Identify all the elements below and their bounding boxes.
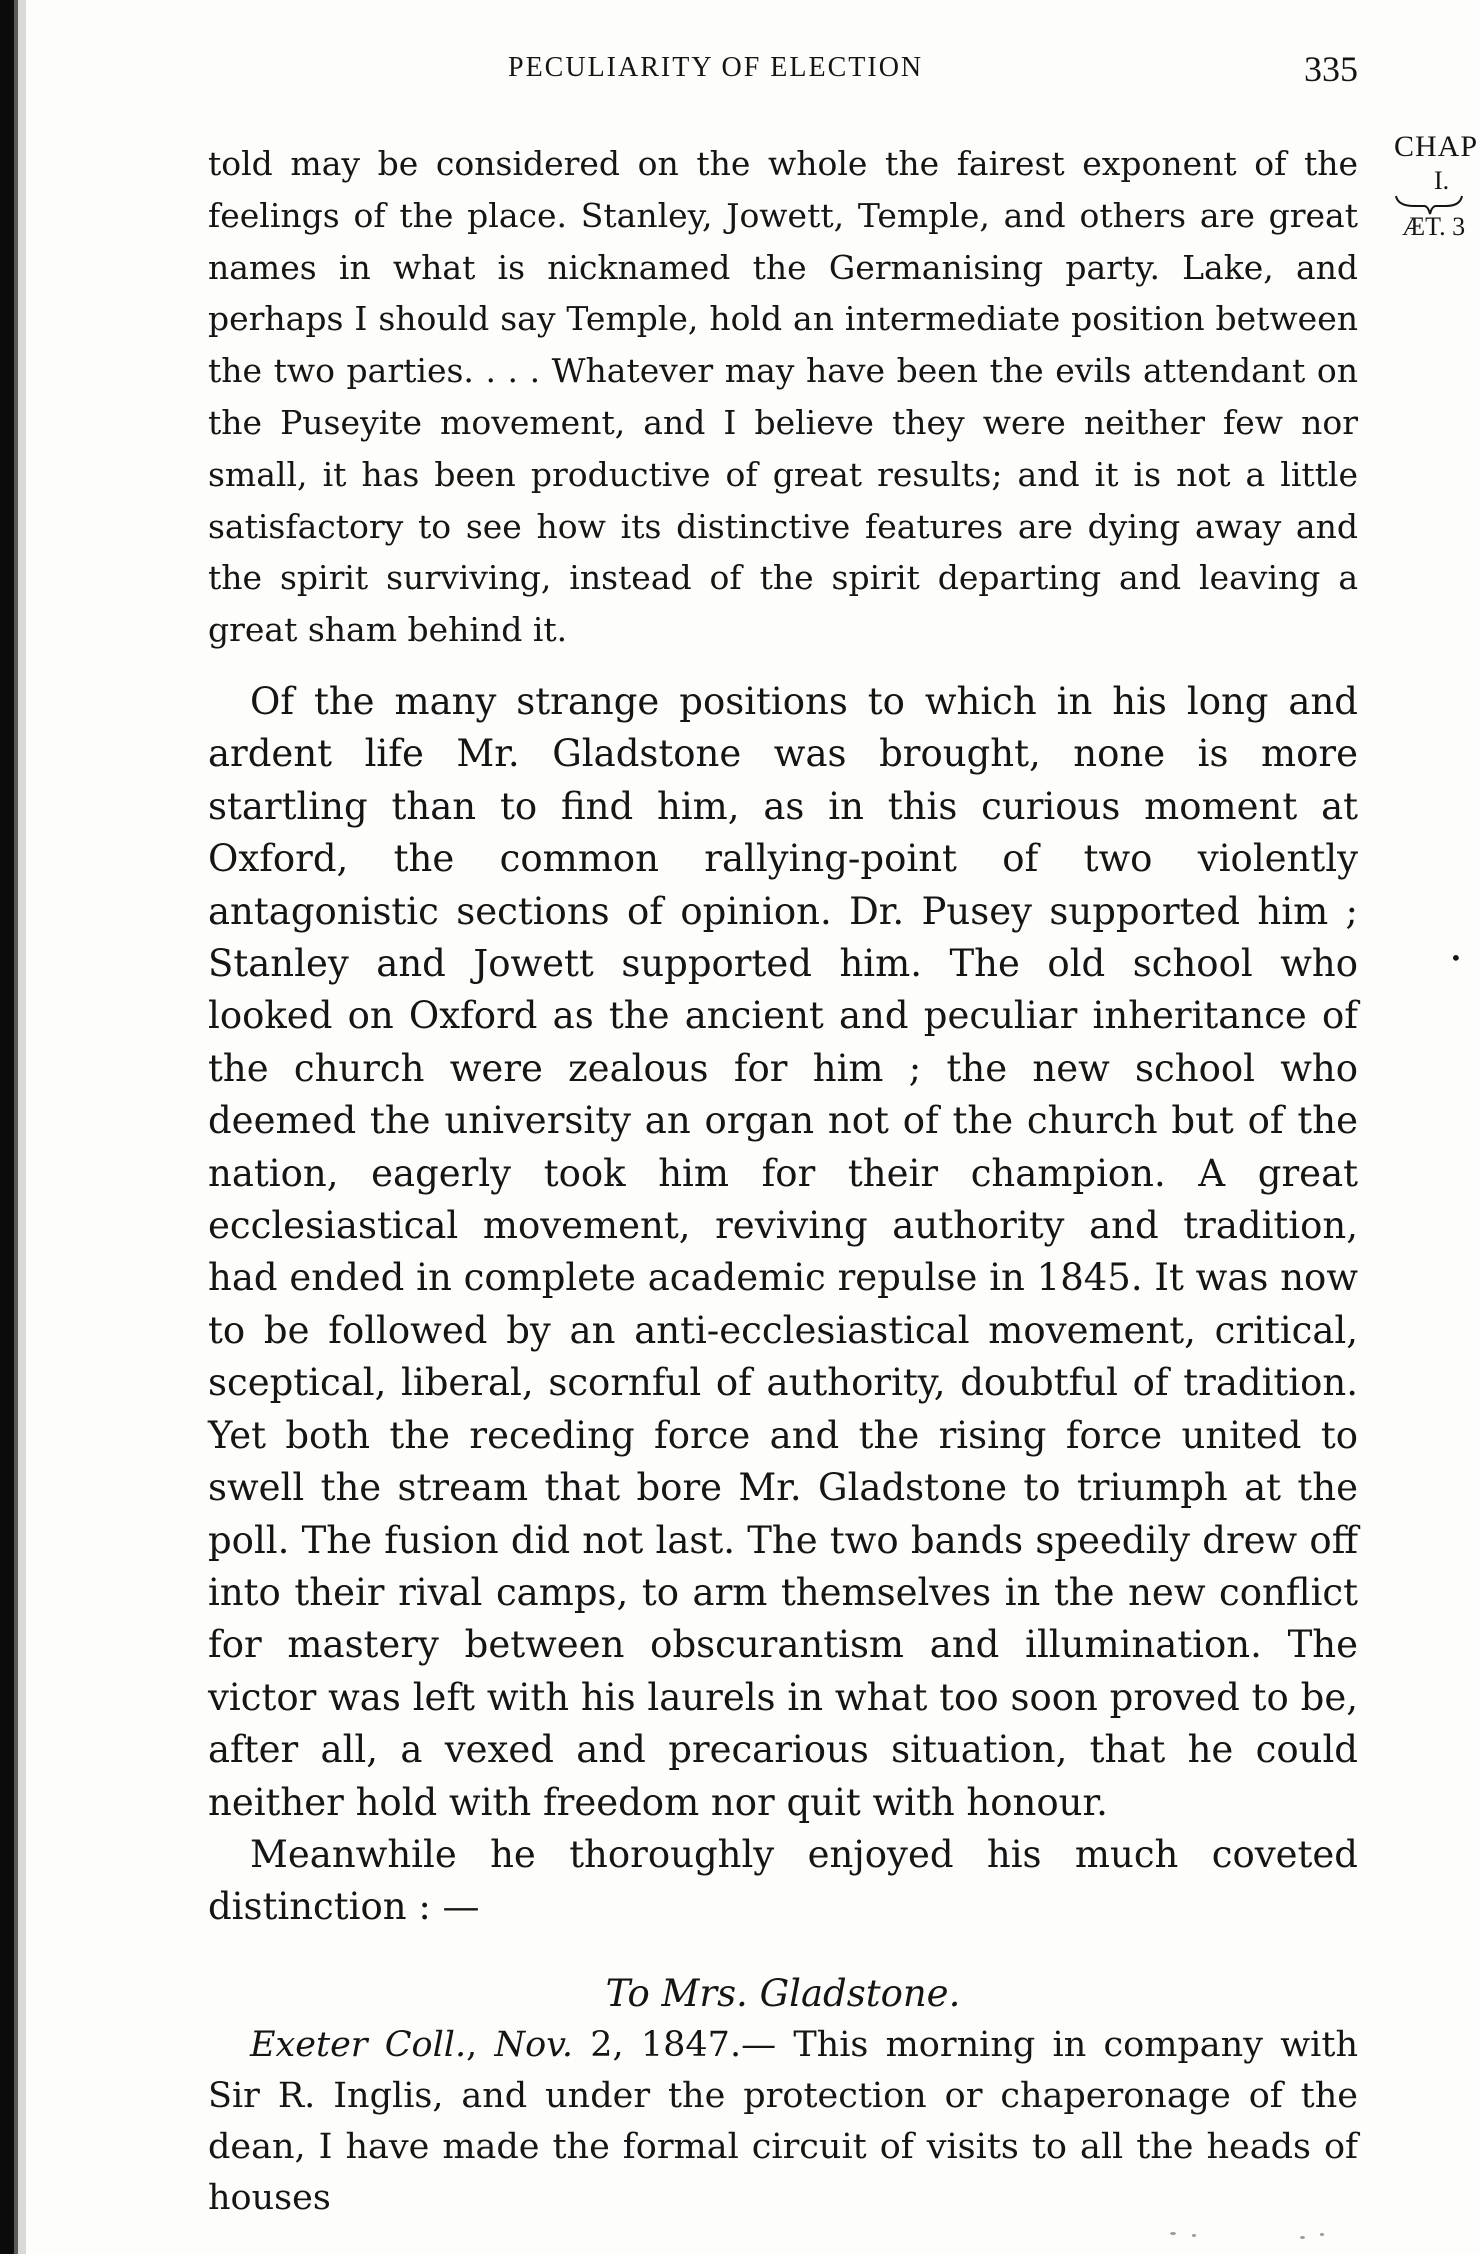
book-spine-shadow xyxy=(0,0,14,2254)
letter-place: Exeter Coll. xyxy=(250,2025,467,2065)
letter-heading: To Mrs. Gladstone. xyxy=(605,1971,961,2015)
page-number: 335 xyxy=(1304,49,1358,89)
book-gutter xyxy=(18,0,26,2254)
scan-speck xyxy=(1300,2236,1305,2239)
paragraph-2: Meanwhile he thoroughly enjoyed his much coveted distinction : — xyxy=(208,1832,1358,1929)
scan-speck xyxy=(1320,2233,1324,2236)
letter-body: — This morning in company with Sir R. Inglis, and under the protection or chaperonage of the dean, I have made the formal circuit of visits to all the heads of houses xyxy=(208,2025,1358,2218)
quote-paragraph: told may be considered on the whole the fairest exponent of the feelings of the place. Stanley, Jowett, Temple, and others are great names in what is nicknamed the Germanising party. Lake, and perhaps I should say Temple, hold an intermediate position between the two parties. . . . Whatever may have been the evils attendant on the Puseyite movement, and I believe they were neither few nor small, it has been productive of great results; and it is not a little satisfactory to see how its distinctive features are dying away and the spirit surviving, instead of the spirit departing and leaving a great sham behind it. xyxy=(208,144,1358,650)
quoted-letter-text xyxy=(208,138,1358,656)
scan-speck xyxy=(1192,2234,1196,2237)
letter-month: Nov. xyxy=(494,2025,573,2065)
letter-text xyxy=(208,2020,1358,2224)
running-title: PECULIARITY OF ELECTION xyxy=(508,52,924,83)
margin-bullet-icon: • xyxy=(1450,946,1462,970)
letter-date: 2, 1847. xyxy=(590,2025,742,2065)
scan-speck xyxy=(1170,2232,1176,2235)
chapter-label: CHAP xyxy=(1394,130,1479,163)
paragraph-1: Of the many strange positions to which in his long and ardent life Mr. Gladstone was brought, none is more startling than to find him, as in this curious moment at Oxford, the common rallying-point of two violently antagonistic sections of opinion. Dr. Pusey supported him ; Stanley and Jowett supported him. The old school who looked on Oxford as the ancient and peculiar inheritance of the church were zealous for him ; the new school who deemed the university an organ not of the church but of the nation, eagerly took him for their champion. A great ecclesiastical movement, reviving authority and tradition, had ended in complete academic repulse in 1845. It was now to be followed by an anti-ecclesiastical movement, critical, sceptical, liberal, scornful of authority, doubtful of tradition. Yet both the receding force and the rising force united to swell the stream that bore Mr. Gladstone to triumph at the poll. The fusion did not last. The two bands speedily drew off into their rival camps, to arm themselves in the new conflict for mastery between obscurantism and illumination. The victor was left with his laurels in what too soon proved to be, after all, a vexed and precarious situation, that he could neither hold with freedom nor quit with honour. xyxy=(208,680,1358,1824)
age-label: ÆT. 3 xyxy=(1402,212,1466,241)
letter-paragraph: Exeter Coll., Nov. 2, 1847.— This morning in company with Sir R. Inglis, and under the protection or chaperonage of the dean, I have made the formal circuit of visits to all the heads of houses xyxy=(208,2025,1358,2218)
main-text xyxy=(208,676,1358,2044)
running-head xyxy=(208,48,1358,98)
margin-note xyxy=(1394,130,1480,242)
chapter-number: I. xyxy=(1434,166,1450,195)
